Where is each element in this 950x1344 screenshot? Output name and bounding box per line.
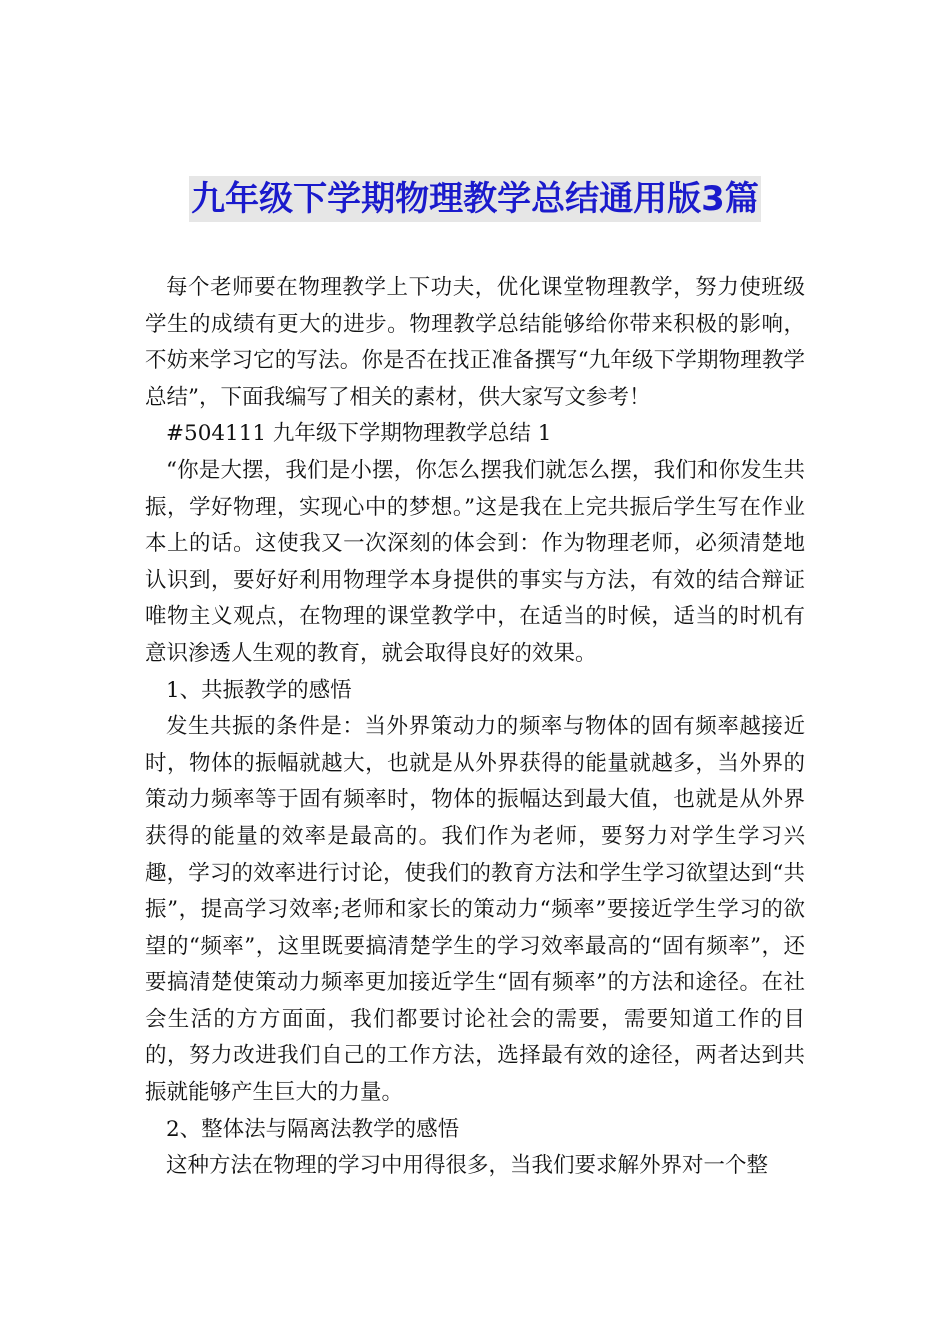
body-paragraph: 发生共振的条件是：当外界策动力的频率与物体的固有频率越接近时，物体的振幅就越大，也就是从外界获得的能量就越多，当外界的策动力频率等于固有频率时，物体的振幅达到最大值，也就是从外界获得的能量的效率是最高的。我们作为老师，要努力对学生学习兴趣，学习的效率进行讨论，使我们的教育方法和学生学习欲望达到“共振”，提高学习效率;老师和家长的策动力“频率”要接近学生学习的欲望的“频率”，这里既要搞清楚学生的学习效率最高的“固有频率”，还要搞清楚使策动力频率更加接近学生“固有频率”的方法和途径。在社会生活的方方面面，我们都要讨论社会的需要，需要知道工作的目的，努力改进我们自己的工作方法，选择最有效的途径，两者达到共振就能够产生巨大的力量。 [145,714,805,1106]
subsection-heading-resonance: 1、共振教学的感悟 [166,677,352,703]
document-title: 九年级下学期物理教学总结通用版3篇 [189,176,761,222]
title-container [0,176,950,222]
section-heading-1: #504111 九年级下学期物理教学总结 1 [166,421,552,447]
intro-paragraph: 每个老师要在物理教学上下功夫，优化课堂物理教学，努力使班级学生的成绩有更大的进步。物理教学总结能够给你带来积极的影响，不妨来学习它的写法。你是否在找正准备撰写“九年级下学期物理教学总结”，下面我编写了相关的素材，供大家写文参考！ [145,275,805,410]
document-body [145,270,805,1185]
subsection-heading-whole-isolation: 2、整体法与隔离法教学的感悟 [166,1116,460,1142]
body-paragraph: 这种方法在物理的学习中用得很多，当我们要求解外界对一个整 [166,1153,769,1179]
body-paragraph: “你是大摆，我们是小摆，你怎么摆我们就怎么摆，我们和你发生共振，学好物理，实现心中的梦想。”这是我在上完共振后学生写在作业本上的话。这使我又一次深刻的体会到：作为物理老师，必须清楚地认识到，要好好利用物理学本身提供的事实与方法，有效的结合辩证唯物主义观点，在物理的课堂教学中，在适当的时候，适当的时机有意识渗透人生观的教育，就会取得良好的效果。 [145,457,805,666]
